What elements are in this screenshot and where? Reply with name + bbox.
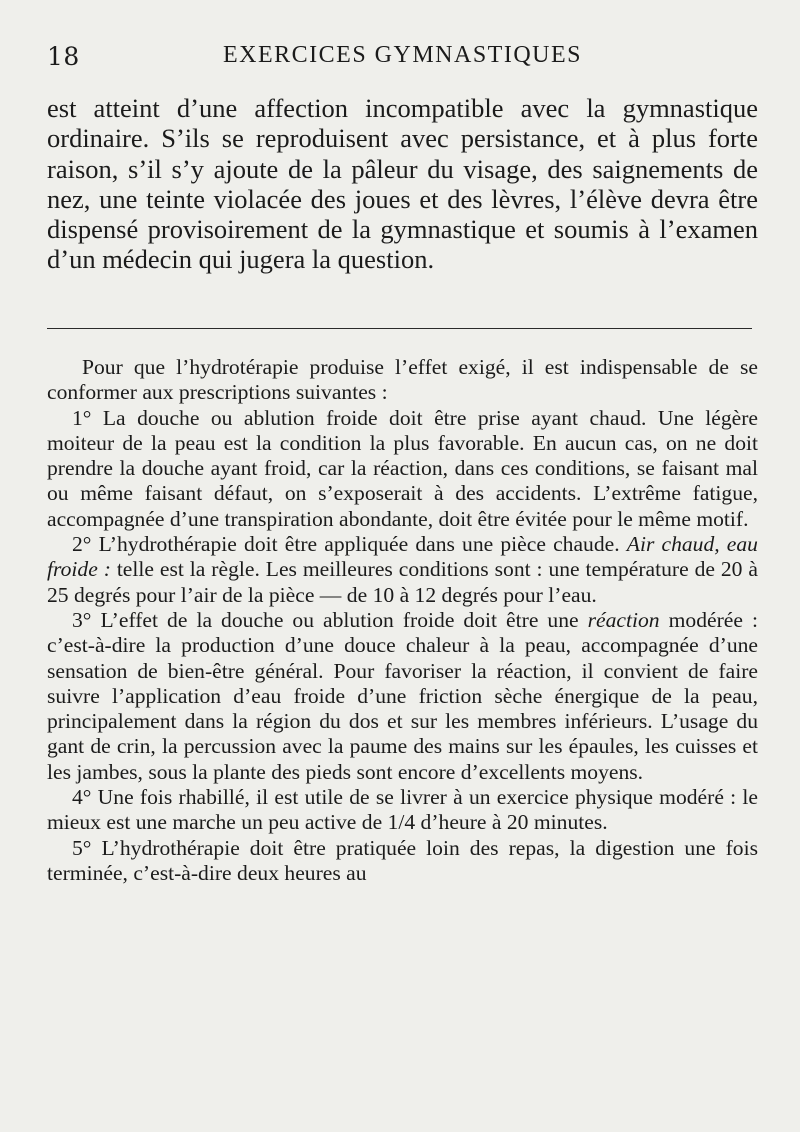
item-2-start: 2° L’hydrothérapie doit être appliquée dans une pièce chaude.: [72, 532, 620, 557]
item-3-end: modérée : c’est-à-dire la production d’une douce chaleur à la peau, accompagnée d’une sensation de bien-être général. Pour favoriser la réaction, il convient de faire suivre l’application d’eau froide d’une friction sèche énergique de la peau, principalement dans la région du dos et sur les membres inférieurs. L’usage du gant de crin, la percussion avec la paume des mains sur les épaules, les cuisses et les jambes, sous la plante des pieds sont encore d’excellents moyens.: [47, 607, 758, 784]
section-divider: [47, 328, 752, 329]
item-3-start: 3° L’effet de la douche ou ablution froide doit être une: [72, 607, 579, 632]
lead-paragraph: Pour que l’hydrotérapie produise l’effet exigé, il est indispensable de se conformer aux prescriptions suivantes :: [47, 355, 758, 405]
page-header: [47, 42, 758, 72]
page-number: 18: [47, 42, 80, 71]
item-2-end: telle est la règle. Les meilleures conditions sont : une température de 20 à 25 degrés pour l’air de la pièce — de 10 à 12 degrés pour l’eau.: [47, 557, 758, 607]
prescription-item-4: 4° Une fois rhabillé, il est utile de se livrer à un exercice physique modéré : le mieux est une marche un peu active de 1/4 d’heure à 20 minutes.: [47, 785, 758, 835]
prescription-item-2: [47, 532, 758, 608]
intro-paragraph-block: [47, 93, 758, 275]
item-3-emphasis: réaction: [587, 607, 660, 632]
intro-paragraph: est atteint d’une affection incompatible avec la gymnastique ordinaire. S’ils se reproduisent avec persistance, et à plus forte raison, s’il s’y ajoute de la pâleur du visage, des saignements de nez, une teinte violacée des joues et des lèvres, l’élève devra être dispensé provisoirement de la gymnastique et soumis à l’examen d’un médecin qui jugera la question.: [47, 93, 758, 275]
running-title: EXERCICES GYMNASTIQUES: [222, 42, 582, 68]
item-2-emphasis: Air chaud, eau froide :: [47, 532, 758, 582]
prescription-item-1: 1° La douche ou ablution froide doit être prise ayant chaud. Une légère moiteur de la peau est la condition la plus favorable. En aucun cas, on ne doit prendre la douche ayant froid, car la réaction, dans ces conditions, se faisant mal ou même faisant défaut, on s’exposerait à des accidents. L’extrême fatigue, accompagnée d’une transpiration abondante, doit être évitée pour le même motif.: [47, 405, 758, 531]
prescription-item-5: 5° L’hydrothérapie doit être pratiquée loin des repas, la digestion une fois terminée, c’est-à-dire deux heures au: [47, 835, 758, 885]
prescription-item-3: [47, 608, 758, 785]
hydrotherapy-prescriptions: [47, 355, 758, 886]
